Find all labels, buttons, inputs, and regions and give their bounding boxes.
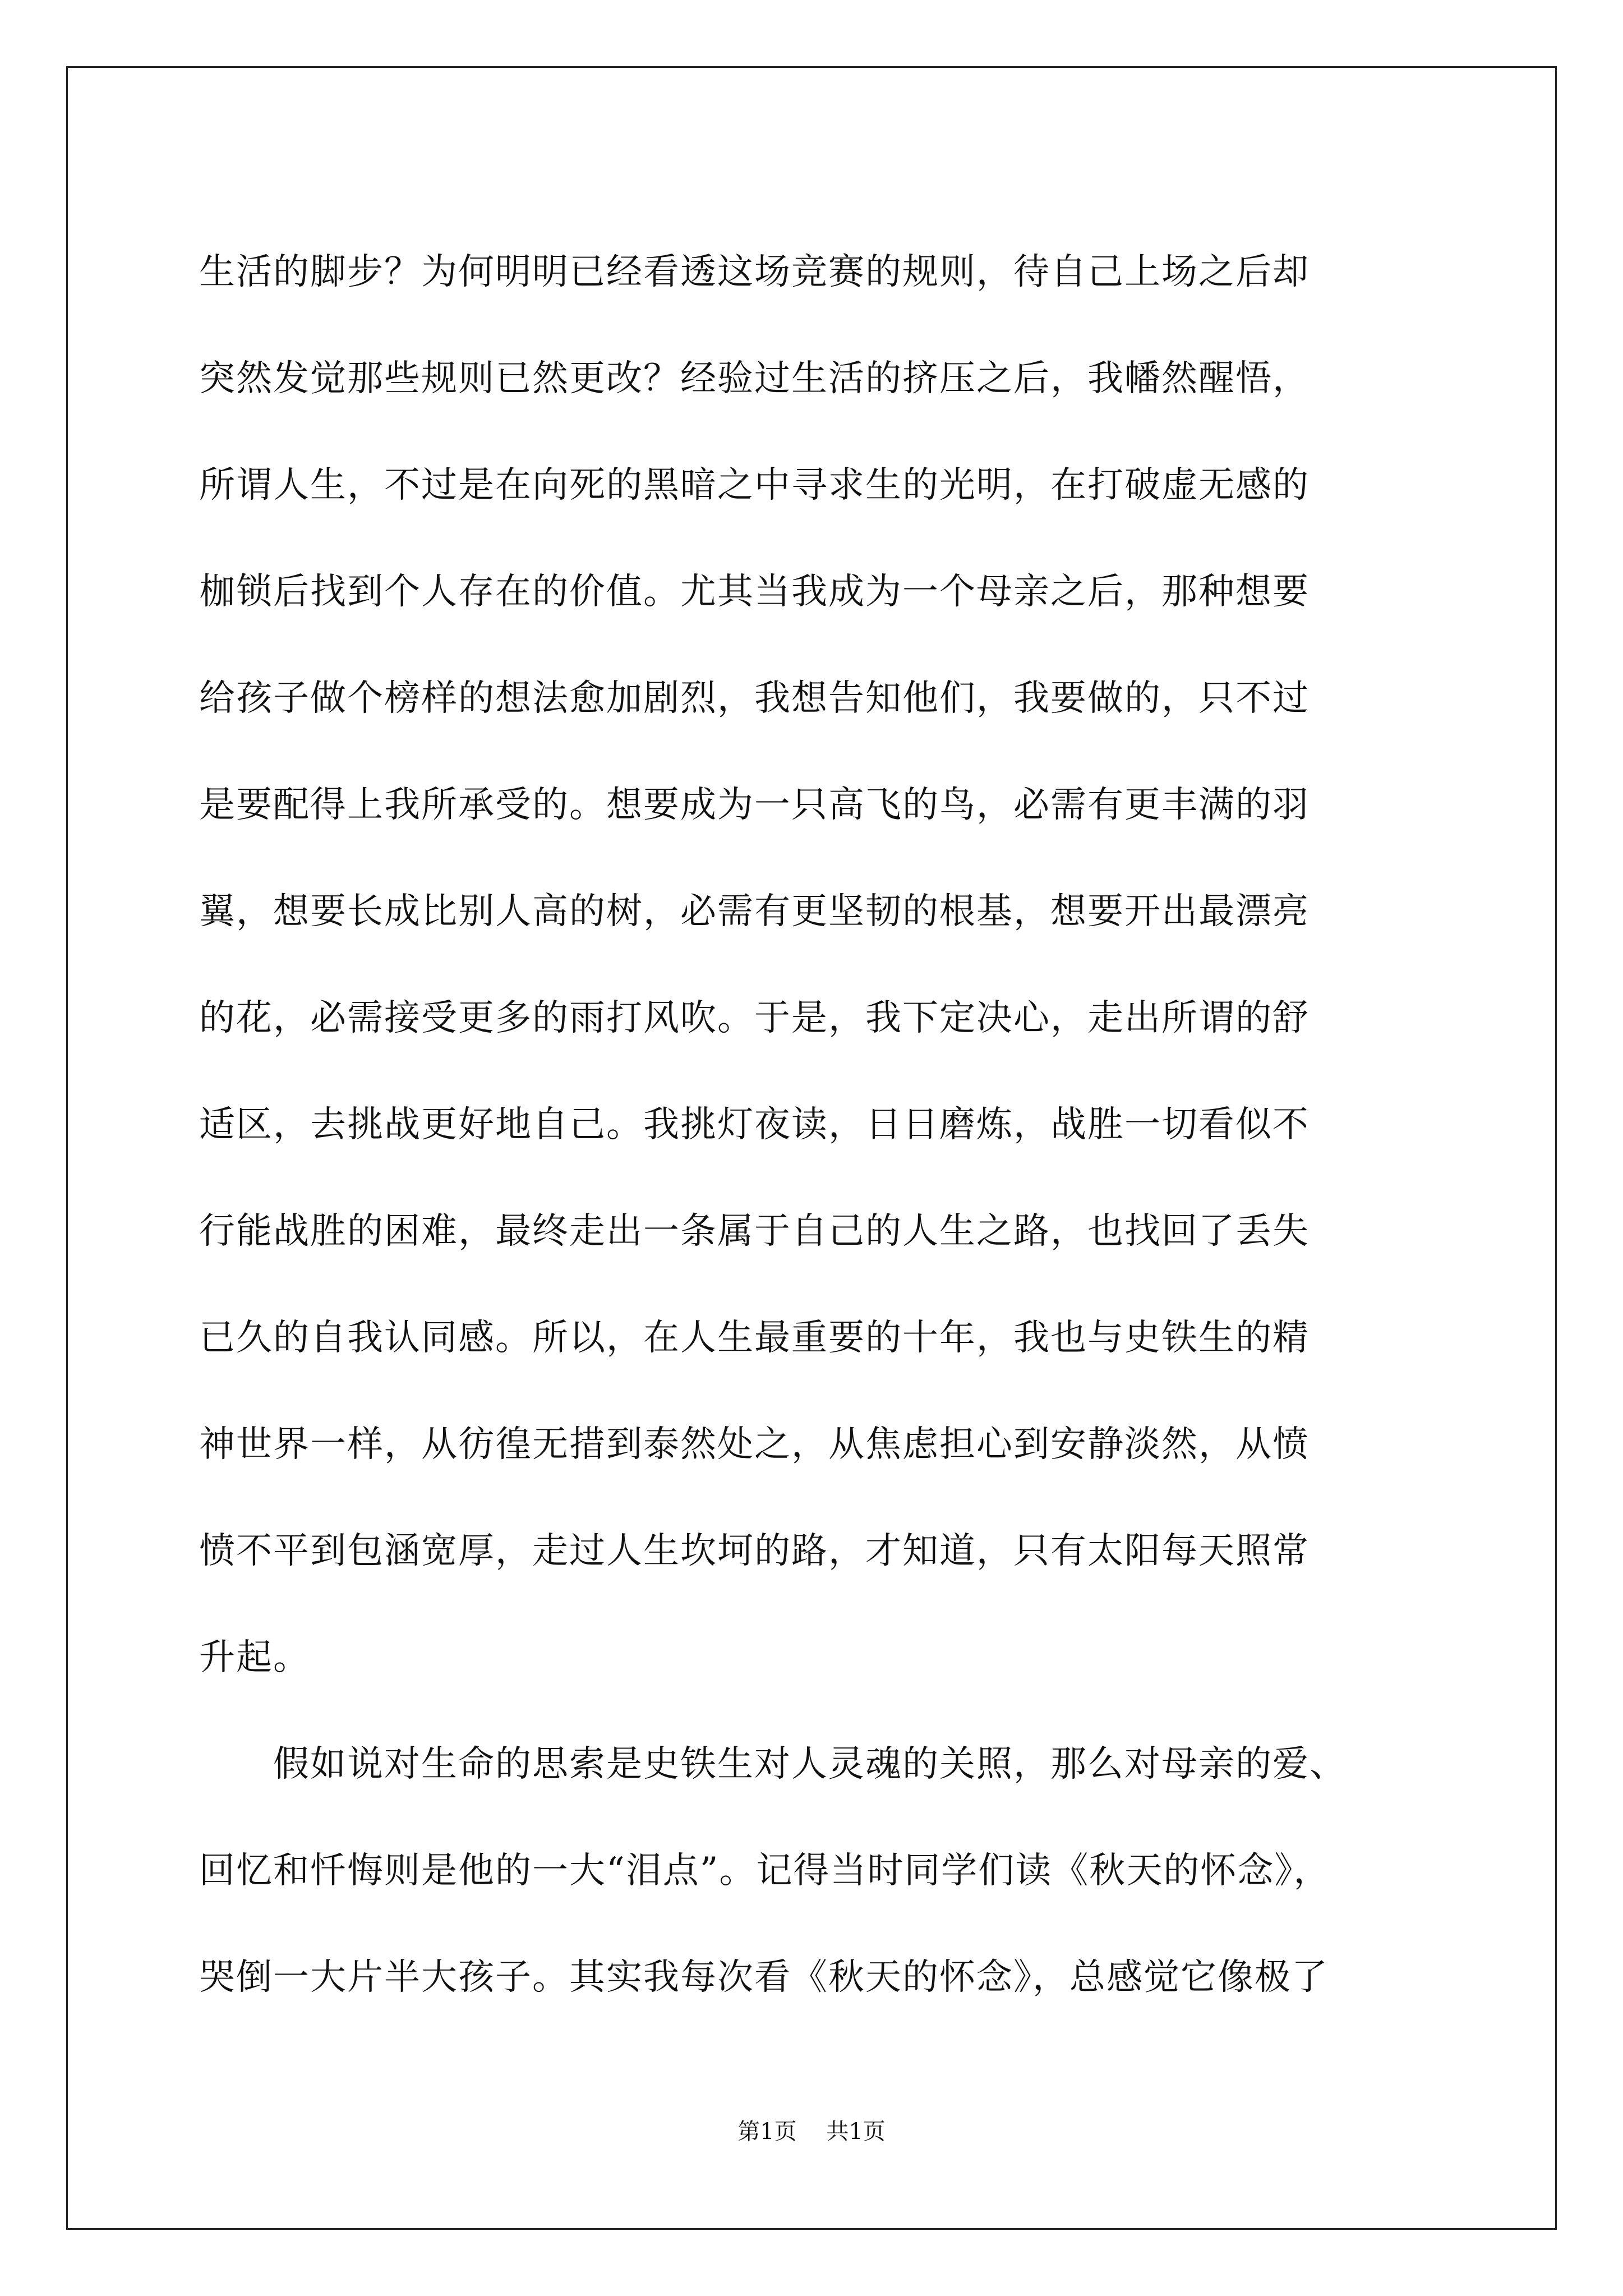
text-line: 突然发觉那些规则已然更改？经验过生活的挤压之后，我幡然醒悟， xyxy=(199,358,1310,399)
document-body xyxy=(199,219,1433,2031)
text-line: 已久的自我认同感。所以，在人生最重要的十年，我也与史铁生的精 xyxy=(199,1317,1310,1359)
text-line: 升起。 xyxy=(199,1637,310,1678)
page-footer xyxy=(0,2115,1623,2148)
text-line: 适区，去挑战更好地自己。我挑灯夜读，日日磨炼，战胜一切看似不 xyxy=(199,1104,1310,1145)
text-line: 翼，想要长成比别人高的树，必需有更坚韧的根基，想要开出最漂亮 xyxy=(199,891,1310,932)
text-line: 假如说对生命的思索是史铁生对人灵魂的关照，那么对母亲的爱、 xyxy=(199,1743,1347,1785)
text-line: 愤不平到包涵宽厚，走过人生坎坷的路，才知道，只有太阳每天照常 xyxy=(199,1530,1310,1572)
text-line: 是要配得上我所承受的。想要成为一只高飞的鸟，必需有更丰满的羽 xyxy=(199,784,1310,826)
text-line: 生活的脚步？为何明明已经看透这场竞赛的规则，待自己上场之后却 xyxy=(199,251,1310,293)
text-line: 枷锁后找到个人存在的价值。尤其当我成为一个母亲之后，那种想要 xyxy=(199,571,1310,613)
text-line: 哭倒一大片半大孩子。其实我每次看《秋天的怀念》，总感觉它像极了 xyxy=(199,1957,1329,1998)
text-line: 所谓人生，不过是在向死的黑暗之中寻求生的光明，在打破虚无感的 xyxy=(199,464,1310,506)
page-number: 第1页 xyxy=(737,2119,797,2145)
text-line: 给孩子做个榜样的想法愈加剧烈，我想告知他们，我要做的，只不过 xyxy=(199,678,1310,719)
text-line: 神世界一样，从彷徨无措到泰然处之，从焦虑担心到安静淡然，从愤 xyxy=(199,1424,1310,1465)
text-line: 行能战胜的困难，最终走出一条属于自己的人生之路，也找回了丢失 xyxy=(199,1211,1310,1252)
text-line: 的花，必需接受更多的雨打风吹。于是，我下定决心，走出所谓的舒 xyxy=(199,997,1310,1039)
page-total: 共1页 xyxy=(826,2119,886,2145)
text-line: 回忆和忏悔则是他的一大“泪点”。记得当时同学们读《秋天的怀念》， xyxy=(199,1850,1331,1892)
